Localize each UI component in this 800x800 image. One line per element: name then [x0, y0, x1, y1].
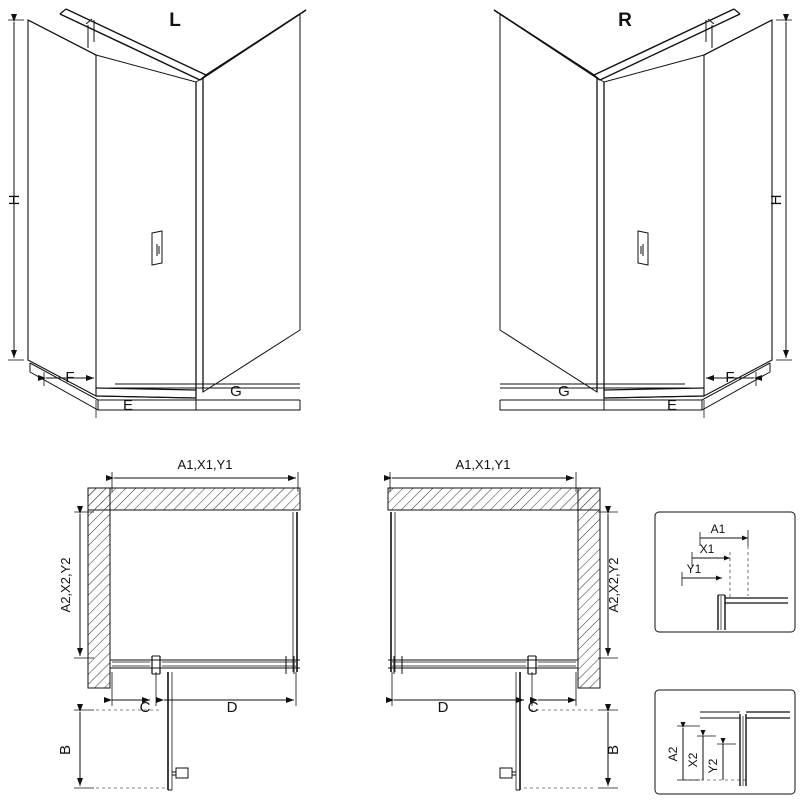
iso-view-right [494, 9, 792, 418]
label-variant-right: R [618, 10, 632, 31]
dim-swing-right: B [605, 744, 622, 756]
dim-bottom-left-c: C [139, 699, 151, 716]
label-back-right: G [558, 383, 570, 400]
dim-side-right: A2,X2,Y2 [606, 557, 621, 613]
iso-view-left [8, 9, 306, 418]
label-height-right: H [768, 194, 785, 206]
detail-top-label-a1: A1 [710, 522, 726, 536]
detail-top-label-y1: Y1 [686, 562, 702, 576]
label-front-right: F [725, 369, 735, 386]
detail-bottom-label-a2: A2 [666, 746, 680, 762]
plan-view-left [74, 472, 300, 790]
plan-view-right [388, 472, 618, 790]
label-variant-left: L [169, 10, 181, 31]
label-back-left: G [230, 383, 242, 400]
label-front-left: F [65, 369, 75, 386]
dim-bottom-left-d: D [226, 699, 238, 716]
dim-swing-left: B [57, 744, 74, 756]
dim-bottom-right-c: C [527, 699, 539, 716]
dim-bottom-right-d: D [437, 699, 449, 716]
detail-bottom-label-y2: Y2 [706, 758, 720, 774]
label-door-right: E [666, 397, 678, 414]
label-height-left: H [6, 194, 23, 206]
detail-top-label-x1: X1 [699, 542, 715, 556]
detail-bottom [655, 690, 795, 794]
detail-bottom-label-x2: X2 [686, 752, 700, 768]
dim-top-left: A1,X1,Y1 [177, 457, 233, 472]
label-door-left: E [122, 397, 134, 414]
dim-side-left: A2,X2,Y2 [58, 557, 73, 613]
dim-top-right: A1,X1,Y1 [455, 457, 511, 472]
